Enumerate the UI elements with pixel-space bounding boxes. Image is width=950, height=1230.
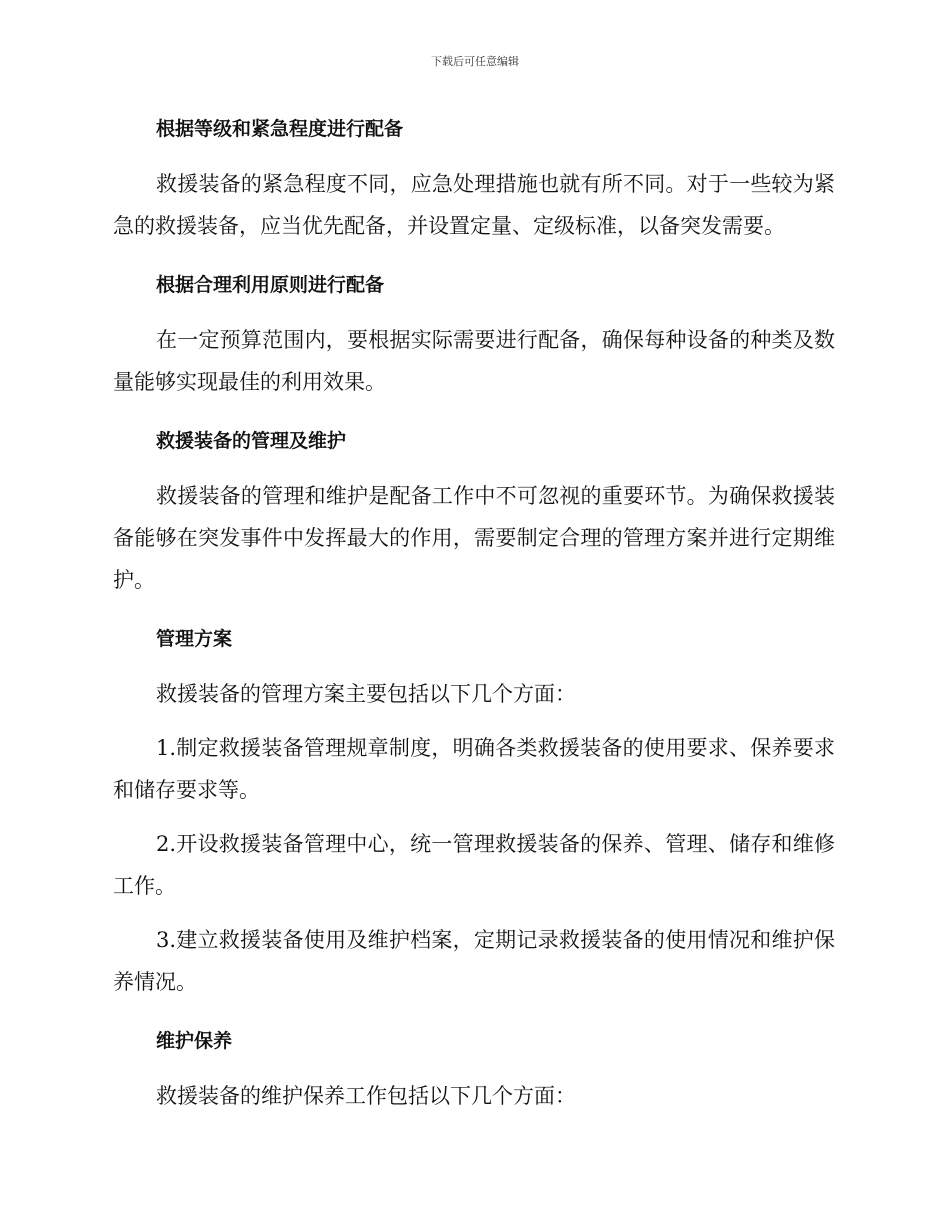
paragraph: 救援装备的管理方案主要包括以下几个方面： (156, 682, 576, 706)
section-heading: 救援装备的管理及维护 (156, 430, 347, 452)
paragraph: 救援装备的紧急程度不同，应急处理措施也就有所不同。对于一些较为紧急的救援装备，应当优先配备，并设置定量、定级标准，以备突发需要。 (113, 172, 835, 238)
list-item-paragraph: 3.建立救援装备使用及维护档案，定期记录救援装备的使用情况和维护保养情况。 (113, 928, 835, 994)
section-heading: 根据合理利用原则进行配备 (156, 274, 385, 296)
paragraph: 救援装备的管理和维护是配备工作中不可忽视的重要环节。为确保救援装备能够在突发事件中发挥最大的作用，需要制定合理的管理方案并进行定期维护。 (113, 484, 835, 592)
section-heading: 管理方案 (156, 628, 233, 650)
list-item-paragraph: 2.开设救援装备管理中心，统一管理救援装备的保养、管理、储存和维修工作。 (113, 832, 835, 898)
document-body (113, 113, 835, 1117)
list-item-paragraph: 1.制定救援装备管理规章制度，明确各类救援装备的使用要求、保养要求和储存要求等。 (113, 736, 835, 802)
section-heading: 根据等级和紧急程度进行配备 (156, 118, 404, 140)
page-header: 下载后可任意编辑 (431, 55, 519, 68)
paragraph: 救援装备的维护保养工作包括以下几个方面： (156, 1084, 576, 1108)
section-heading: 维护保养 (156, 1030, 233, 1052)
paragraph: 在一定预算范围内，要根据实际需要进行配备，确保每种设备的种类及数量能够实现最佳的利用效果。 (113, 328, 835, 394)
